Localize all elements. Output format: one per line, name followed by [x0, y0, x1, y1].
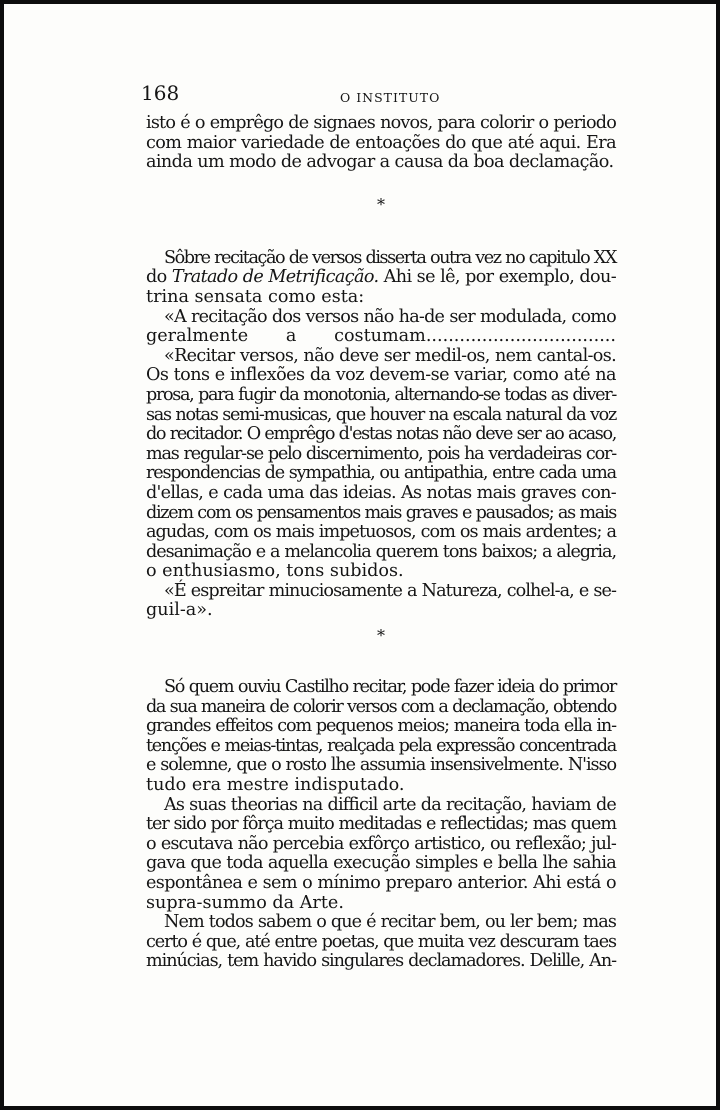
paragraph-continuation [146, 114, 616, 173]
text-line: guil-a». [146, 600, 213, 621]
text-line: minúcias, tem havido singulares declamadores. Delille, An- [146, 951, 616, 972]
page-number: 168 [141, 81, 180, 105]
text-line: gava que toda aquella execução simples e bella lhe sahia [146, 853, 616, 874]
paragraph-castilho [146, 678, 616, 796]
text-fragment: do [146, 267, 172, 288]
paragraph-recitacao [146, 249, 616, 308]
text-line: o escutava não percebia exfôrço artistico, ou reflexão; jul- [146, 833, 616, 854]
text-line: respondencias de sympathia, ou antipathia, entre cada uma [146, 463, 616, 484]
paragraph-recitar-bem [146, 913, 616, 972]
text-line: da sua maneira de colorir versos com a declamação, obtendo [146, 696, 616, 717]
text-line: grandes effeitos com pequenos meios; maneira toda ella in- [146, 716, 616, 737]
text-line: Só quem ouviu Castilho recitar, pode fazer ideia do primor [164, 677, 616, 698]
quotation-1 [146, 308, 616, 347]
running-title: O INSTITUTO [340, 90, 441, 105]
text-line: agudas, com os mais impetuosos, com os mais ardentes; a [146, 522, 616, 543]
text-line: e solemne, que o rosto lhe assumia insensivelmente. N'isso [146, 755, 616, 776]
text-line [146, 268, 616, 288]
text-line: do recitador. O emprêgo d'estas notas não deve ser ao acaso, [146, 424, 616, 445]
running-head [141, 81, 616, 108]
book-page [141, 81, 617, 972]
text-line: Nem todos sabem o que é recitar bem, ou ler bem; mas [164, 912, 616, 933]
text-line: supra-summo da Arte. [146, 892, 344, 913]
text-line: isto é o emprêgo de signaes novos, para colorir o periodo [146, 113, 616, 133]
text-line: com maior variedade de entoações do que até aqui. Era [146, 132, 616, 153]
text-line: dizem com os pensamentos mais graves e pausados; as mais [146, 502, 616, 523]
text-line: tenções e meias-tintas, realçada pela expressão concentrada [146, 735, 616, 756]
text-line: espontânea e sem o mínimo preparo anterior. Ahi está o [146, 873, 616, 893]
text-line: «É espreitar minuciosamente a Natureza, colhel-a, e se- [164, 580, 616, 601]
text-line: sas notas semi-musicas, que houver na escala natural da voz [146, 404, 616, 425]
section-asterism: * [377, 626, 385, 646]
text-fragment: Ahi se lê, por exemplo, dou- [378, 267, 617, 288]
text-line: «Recitar versos, não deve ser medil-os, nem cantal-os. [164, 345, 616, 366]
text-line: d'ellas, e cada uma das ideias. As notas mais graves con- [146, 482, 616, 503]
text-line: ainda um modo de advogar a causa da boa declamação. [146, 152, 614, 173]
section-asterism: * [377, 194, 385, 214]
text-line: «A recitação dos versos não ha-de ser modulada, como [164, 306, 616, 327]
text-line: prosa, para fugir da monotonia, alternando-se todas as diver- [146, 384, 616, 405]
text-line: Sôbre recitação de versos disserta outra vez no capitulo XX [164, 247, 616, 268]
text-line: geralmente a costumam.................................. [146, 326, 616, 347]
text-line: trina sensata como esta: [146, 286, 365, 307]
book-title-italic: Tratado de Metrificação. [171, 267, 379, 288]
text-line: tudo era mestre indisputado. [146, 775, 405, 796]
text-line: ter sido por fôrça muito meditadas e reflectidas; mas quem [146, 814, 616, 835]
text-line: desanimação e a melancolia querem tons baixos; a alegria, [146, 541, 616, 562]
text-line: As suas theorias na difficil arte da recitação, haviam de [164, 794, 616, 815]
text-line: Os tons e inflexões da voz devem-se variar, como até na [146, 365, 616, 386]
quotation-3 [146, 582, 616, 621]
paragraph-theorias [146, 796, 616, 914]
text-line: o enthusiasmo, tons subidos. [146, 561, 404, 582]
text-line: mas regular-se pelo discernimento, pois ha verdadeiras cor- [146, 443, 616, 464]
text-line: certo é que, até entre poetas, que muita vez descuram taes [146, 931, 616, 952]
quotation-2 [146, 347, 616, 582]
